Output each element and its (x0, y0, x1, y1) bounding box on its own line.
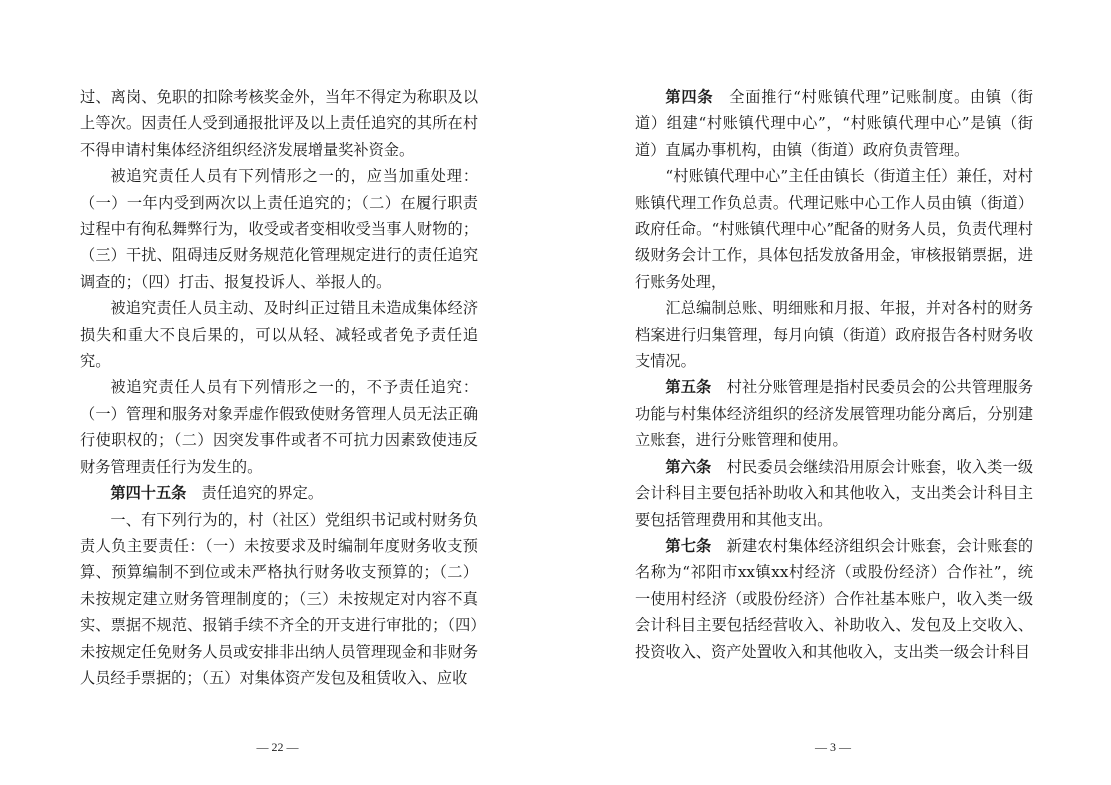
paragraph-text: 一、有下列行为的，村（社区）党组织书记或村财务负责人负主要责任：（一）未按要求及时编制年度财务收支预算、预算编制不到位或未严格执行财务收支预算的；（二）未按规定建立财务管理制度的；（三）未按规定对内容不真实、票据不规范、报销手续不齐全的开支进行审批的；（四）未按规定任免财务人员或安排非出纳人员管理现金和非财务人员经手票据的；（五）对集体资产发包及租赁收入、应收 (80, 510, 478, 687)
paragraph-text: 被追究责任人员有下列情形之一的，不予责任追究：（一）管理和服务对象弄虚作假致使财务管理人员无法正确行使职权的；（二）因突发事件或者不可抗力因素致使违反财务管理责任行为发生的。 (80, 378, 478, 476)
article-paragraph (635, 84, 1033, 163)
paragraph-text: 村民委员会继续沿用原会计账套，收入类一级会计科目主要包括补助收入和其他收入，支出类会计科目主要包括管理费用和其他支出。 (635, 457, 1034, 529)
article-paragraph (635, 533, 1033, 665)
paragraph (80, 507, 478, 692)
article-paragraph (635, 454, 1033, 533)
paragraph-text: 过、离岗、免职的扣除考核奖金外，当年不得定为称职及以上等次。因责任人受到通报批评及以上责任追究的其所在村不得申请村集体经济组织经济发展增量奖补资金。 (80, 88, 478, 159)
paragraph-text: 被追究责任人员有下列情形之一的，应当加重处理：（一）一年内受到两次以上责任追究的；（二）在履行职责过程中有徇私舞弊行为，收受或者变相收受当事人财物的；（三）干扰、阻碍违反财务规范化管理规定进行的责任追究调查的；（四）打击、报复投诉人、举报人的。 (80, 167, 478, 291)
article-number: 第四条 (665, 88, 714, 106)
paragraph-text: “村账镇代理中心”主任由镇长（街道主任）兼任，对村账镇代理工作负总责。代理记账中心工作人员由镇（街道）政府任命。“村账镇代理中心”配备的财务人员，负责代理村级财务会计工作，具体包括发放备用金，审核报销票据，进行账务处理， (635, 167, 1033, 291)
left-page (0, 0, 555, 785)
article-number: 第七条 (665, 536, 712, 555)
paragraph-text: 被追究责任人员主动、及时纠正过错且未造成集体经济损失和重大不良后果的，可以从轻、减轻或者免予责任追究。 (80, 299, 478, 371)
article-title: 责任追究的界定。 (186, 484, 324, 503)
paragraph-text: 村社分账管理是指村民委员会的公共管理服务功能与村集体经济组织的经济发展管理功能分离后，分别建立账套，进行分账管理和使用。 (635, 378, 1034, 450)
page-number: — 3 — (815, 740, 851, 754)
paragraph (80, 295, 478, 374)
right-page-body (635, 84, 1033, 665)
article-number: 第四十五条 (110, 484, 187, 503)
paragraph (80, 84, 478, 163)
article-number: 第六条 (665, 457, 712, 476)
paragraph (80, 374, 478, 480)
right-page (555, 0, 1111, 785)
paragraph-text: 全面推行“村账镇代理”记账制度。由镇（街道）组建“村账镇代理中心”，“村账镇代理中心”是镇（街道）直属办事机构，由镇（街道）政府负责管理。 (635, 88, 1033, 159)
paragraph (80, 163, 478, 295)
paragraph-text: 新建农村集体经济组织会计账套，会计账套的名称为“祁阳市xx镇xx村经济（或股份经济）合作社”，统一使用村经济（或股份经济）合作社基本账户，收入类一级会计科目主要包括经营收入、补助收入、发包及上交收入、投资收入、资产处置收入和其他收入，支出类一级会计科目 (635, 536, 1034, 661)
paragraph-text: 汇总编制总账、明细账和月报、年报，并对各村的财务档案进行归集管理，每月向镇（街道）政府报告各村财务收支情况。 (635, 299, 1033, 371)
article-paragraph (635, 374, 1033, 453)
page-number: — 22 — (256, 740, 299, 754)
paragraph (635, 163, 1033, 295)
paragraph (635, 295, 1033, 374)
left-page-body (80, 84, 478, 691)
article-number: 第五条 (665, 378, 712, 397)
article-heading (80, 480, 478, 506)
